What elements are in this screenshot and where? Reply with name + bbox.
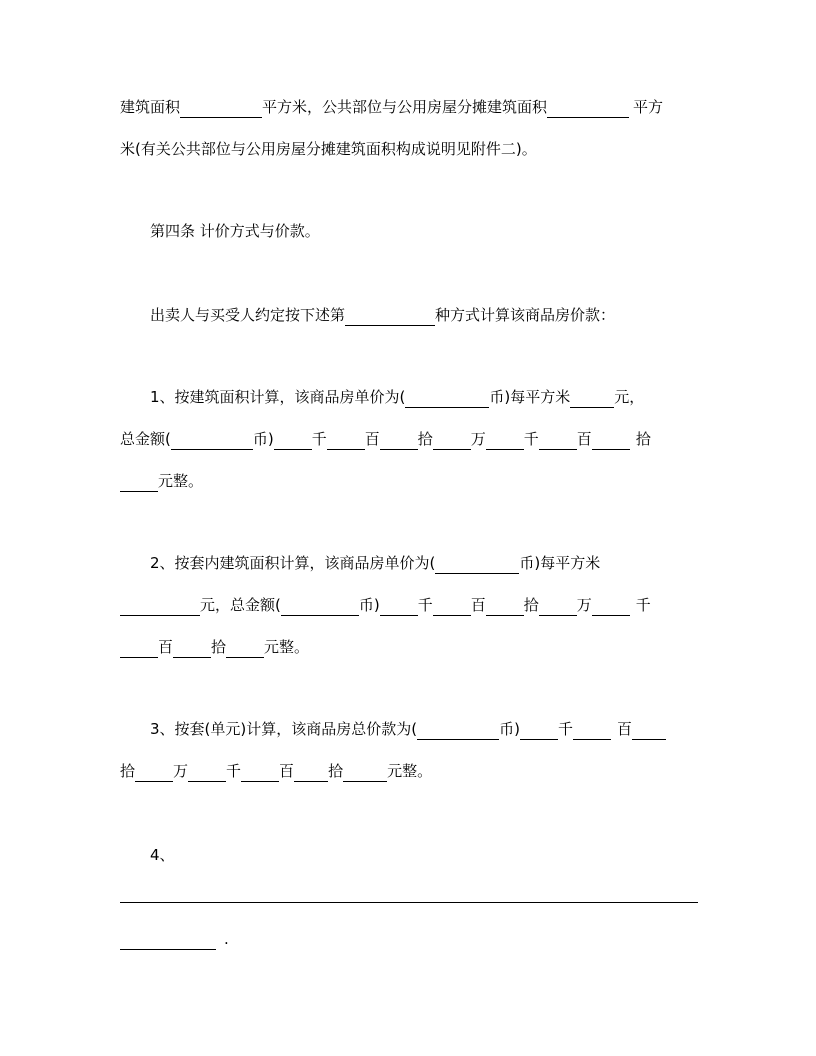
method-four-line1	[150, 844, 728, 866]
method-two-per-sqm-text: 币)每平方米	[519, 554, 601, 572]
amount-blank[interactable]	[433, 433, 471, 450]
amount-blank[interactable]	[294, 765, 328, 782]
unit-qian: 千	[635, 596, 651, 614]
unit-qian: 千	[557, 720, 573, 738]
method-two-label: 2、按套内建筑面积计算，该商品房单价为(	[150, 554, 436, 572]
amount-blank[interactable]	[539, 433, 577, 450]
appendix-note-text: 米(有关公共部位与公用房屋分摊建筑面积构成说明见附件二)。	[120, 140, 537, 158]
method-four-blank-line[interactable]	[120, 902, 698, 903]
end-period: .	[224, 930, 229, 948]
amount-blank[interactable]	[592, 433, 630, 450]
amount-blank[interactable]	[486, 433, 524, 450]
unit-shi: 拾	[328, 762, 344, 780]
shared-area-label: 平方米，公共部位与公用房屋分摊建筑面积	[262, 98, 548, 116]
method-four-short-blank[interactable]	[120, 933, 216, 950]
method-two-currency-suffix: 币)	[358, 596, 380, 614]
article-four-title: 第四条 计价方式与价款。	[150, 222, 320, 240]
amount-blank[interactable]	[327, 433, 365, 450]
method-one-label: 1、按建筑面积计算，该商品房单价为(	[150, 388, 406, 406]
appendix-note-line	[120, 138, 698, 160]
unit-wan: 万	[173, 762, 189, 780]
unit-qian: 千	[417, 596, 433, 614]
building-area-label: 建筑面积	[120, 98, 181, 116]
method-one-currency-suffix: 币)	[252, 430, 274, 448]
method-three-line2	[120, 760, 698, 782]
amount-blank[interactable]	[173, 641, 211, 658]
unit-bai: 百	[364, 430, 380, 448]
square-unit-text: 平方	[633, 98, 664, 116]
unit-bai: 百	[616, 720, 632, 738]
unit-shi: 拾	[523, 596, 539, 614]
amount-blank[interactable]	[226, 641, 264, 658]
method-four-label: 4、	[150, 846, 175, 864]
method-two-total-label: 元，总金额(	[200, 596, 281, 614]
method-three-currency-blank[interactable]	[417, 723, 499, 740]
method-one-yuan-text: 元，	[614, 388, 645, 406]
amount-blank[interactable]	[120, 475, 158, 492]
unit-qian: 千	[523, 430, 539, 448]
unit-shi: 拾	[417, 430, 433, 448]
unit-yuan-zheng: 元整。	[158, 472, 204, 490]
unit-shi: 拾	[211, 638, 227, 656]
method-three-label: 3、按套(单元)计算，该商品房总价款为(	[150, 720, 418, 738]
method-selection-line	[150, 304, 728, 326]
method-number-blank[interactable]	[345, 309, 435, 326]
method-one-line1	[150, 386, 728, 408]
method-one-unit-price-blank[interactable]	[570, 391, 614, 408]
method-three-line1	[150, 718, 728, 740]
amount-blank[interactable]	[135, 765, 173, 782]
amount-blank[interactable]	[274, 433, 312, 450]
article-four-heading	[150, 220, 728, 242]
amount-blank[interactable]	[433, 599, 471, 616]
unit-yuan-zheng: 元整。	[264, 638, 310, 656]
unit-shi: 拾	[120, 762, 136, 780]
method-selection-label: 出卖人与买受人约定按下述第	[150, 306, 346, 324]
unit-qian: 千	[226, 762, 242, 780]
method-one-total-currency-blank[interactable]	[171, 433, 253, 450]
method-four-line3	[120, 928, 698, 950]
method-two-line1	[150, 552, 728, 574]
amount-blank[interactable]	[539, 599, 577, 616]
method-two-total-currency-blank[interactable]	[281, 599, 359, 616]
unit-wan: 万	[470, 430, 486, 448]
method-two-line3	[120, 636, 698, 658]
method-selection-suffix: 种方式计算该商品房价款：	[435, 306, 616, 324]
method-one-per-sqm-text: 币)每平方米	[489, 388, 571, 406]
amount-blank[interactable]	[380, 433, 418, 450]
amount-blank[interactable]	[592, 599, 630, 616]
building-area-blank[interactable]	[180, 101, 262, 118]
amount-blank[interactable]	[520, 723, 558, 740]
amount-blank[interactable]	[241, 765, 279, 782]
unit-bai: 百	[279, 762, 295, 780]
unit-bai: 百	[470, 596, 486, 614]
method-three-currency-suffix: 币)	[499, 720, 520, 738]
amount-blank[interactable]	[486, 599, 524, 616]
unit-bai: 百	[158, 638, 174, 656]
amount-blank[interactable]	[343, 765, 387, 782]
unit-shi: 拾	[635, 430, 651, 448]
method-one-line2	[120, 428, 698, 450]
unit-yuan-zheng: 元整。	[387, 762, 433, 780]
method-one-currency-blank[interactable]	[405, 391, 489, 408]
unit-qian: 千	[311, 430, 327, 448]
unit-bai: 百	[576, 430, 592, 448]
method-two-unit-price-blank[interactable]	[120, 599, 200, 616]
unit-wan: 万	[576, 596, 592, 614]
method-one-line3	[120, 470, 698, 492]
method-two-line2	[120, 594, 698, 616]
shared-area-blank[interactable]	[547, 101, 629, 118]
amount-blank[interactable]	[120, 641, 158, 658]
building-area-line	[120, 96, 698, 118]
method-two-currency-blank[interactable]	[435, 557, 519, 574]
amount-blank[interactable]	[188, 765, 226, 782]
amount-blank[interactable]	[573, 723, 611, 740]
method-one-total-label: 总金额(	[120, 430, 171, 448]
amount-blank[interactable]	[632, 723, 666, 740]
amount-blank[interactable]	[380, 599, 418, 616]
